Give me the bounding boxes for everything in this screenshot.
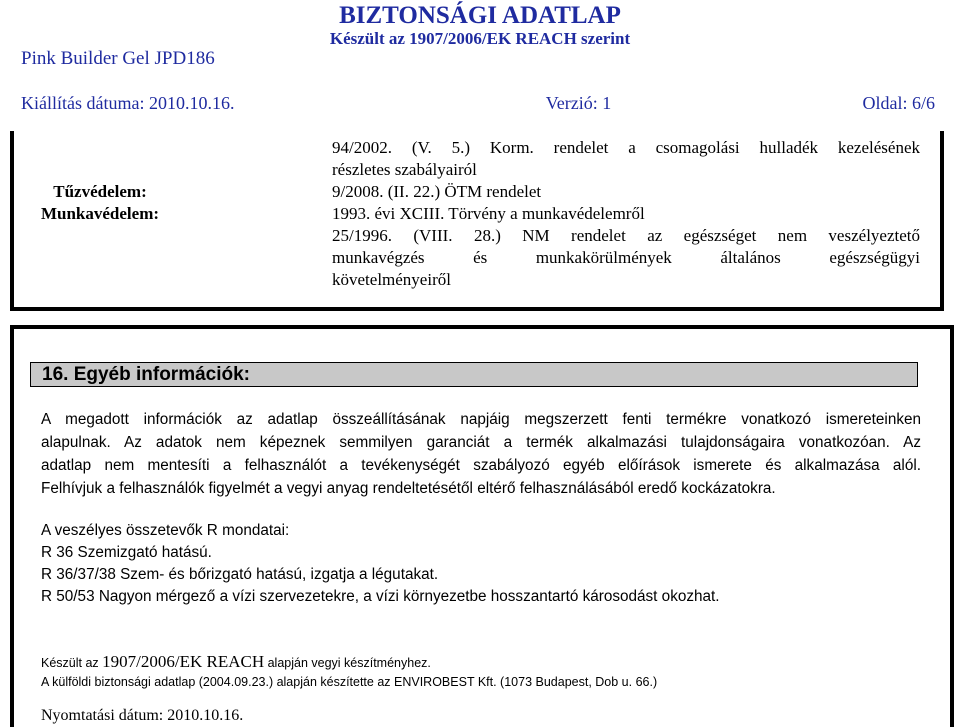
section-16-paragraph <box>41 408 921 500</box>
work-safety-text-4: követelményeiről <box>332 270 451 289</box>
header-meta-row <box>21 93 935 114</box>
document-title: BIZTONSÁGI ADATLAP <box>339 2 621 29</box>
work-safety-text-2: 25/1996. (VIII. 28.) NM rendelet az egészséget nem veszélyeztető <box>332 226 920 245</box>
section-16-heading: 16. Egyéb információk: <box>30 362 918 387</box>
r-phrase-item: R 50/53 Nagyon mérgező a vízi szervezetekre, a vízi környezetbe hosszantartó károsodást okozhat. <box>41 588 720 605</box>
footer-source-note: A külföldi biztonsági adatlap (2004.09.23.) alapján készítette az ENVIROBEST Kft. (1073 Budapest, Dob u. 66.) <box>41 675 658 689</box>
paragraph-line: alapulnak. Az adatok nem képeznek semmilyen garanciát a termék alkalmazási tulajdonságaira vonatkozóan. Az <box>41 434 921 451</box>
document-subtitle: Készült az 1907/2006/EK REACH szerint <box>329 29 631 48</box>
r-phrase-item: R 36/37/38 Szem- és bőrizgató hatású, izgatja a légutakat. <box>41 566 439 583</box>
paragraph-line: A megadott információk az adatlap összeállításának napjáig megszerzett fenti termékre vonatkozó ismereteinken <box>41 411 921 428</box>
footer-reach: 1907/2006/EK REACH <box>102 652 265 671</box>
footer-prefix: Készült az <box>41 656 103 670</box>
paragraph-line: adatlap nem mentesíti a felhasználót a tevékenységét szabályozó egyéb előírások ismerete és alkalmazása alól. <box>41 457 921 474</box>
r-phrase-item: R 36 Szemizgató hatású. <box>41 544 212 561</box>
work-safety-label: Munkavédelem: <box>40 204 160 223</box>
print-date: Nyomtatási dátum: 2010.10.16. <box>41 707 244 724</box>
version: Verzió: 1 <box>545 93 612 113</box>
regulation-line-2: részletes szabályairól <box>332 160 477 179</box>
r-phrases-title: A veszélyes összetevők R mondatai: <box>41 522 290 539</box>
work-safety-text-3: munkavégzés és munkakörülmények általános egészségügyi <box>332 248 920 267</box>
issue-date: Kiállítás dátuma: 2010.10.16. <box>21 93 235 113</box>
paragraph-line: Felhívjuk a felhasználók figyelmét a vegyi anyag rendeltetésétől eltérő felhasználásából eredő kockázatokra. <box>41 480 776 497</box>
fire-protection-text: 9/2008. (II. 22.) ÖTM rendelet <box>332 182 542 201</box>
fire-protection-label: Tűzvédelem: <box>53 182 147 201</box>
footer-suffix: alapján vegyi készítményhez. <box>264 656 431 670</box>
work-safety-text-1: 1993. évi XCIII. Törvény a munkavédelemről <box>332 204 645 223</box>
regulation-line-1: 94/2002. (V. 5.) Korm. rendelet a csomagolási hulladék kezelésének <box>332 138 920 157</box>
page-number: Oldal: 6/6 <box>862 93 935 113</box>
product-name: Pink Builder Gel JPD186 <box>21 48 215 69</box>
footer-reach-note <box>41 652 431 672</box>
